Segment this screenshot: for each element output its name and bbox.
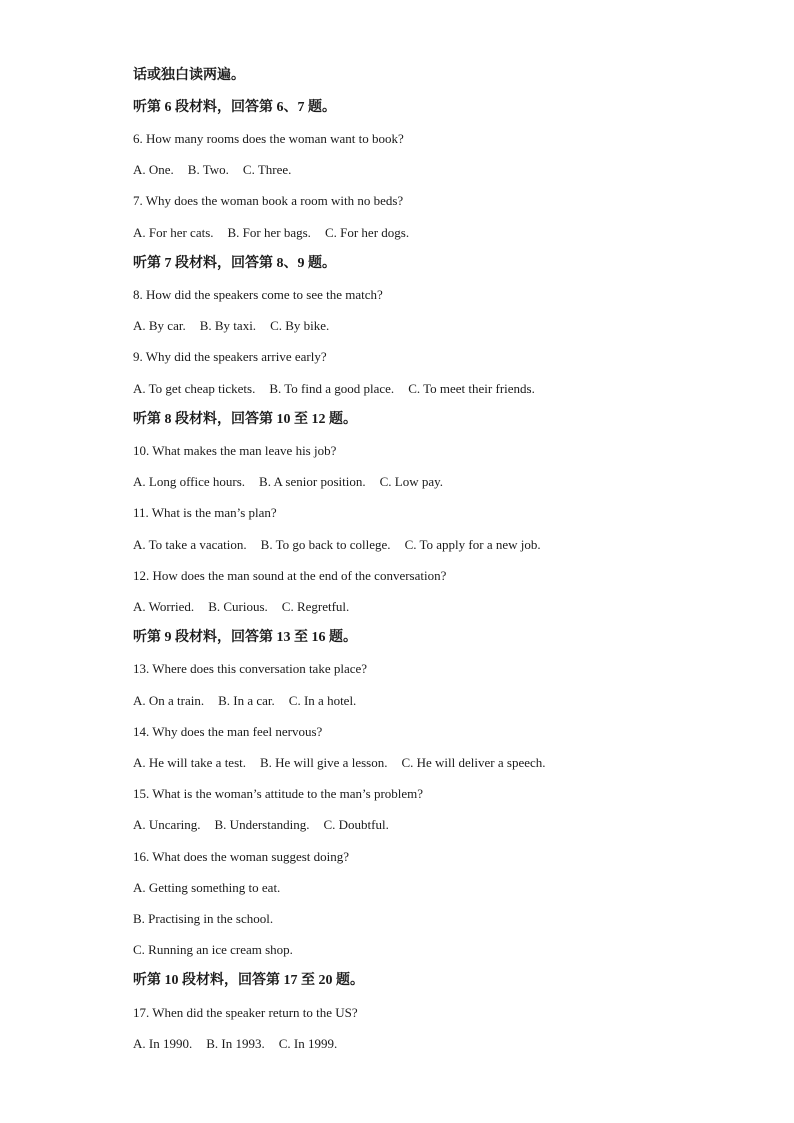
answer-option: B. A senior position. (259, 474, 366, 489)
answer-option: C. Low pay. (379, 474, 444, 489)
answer-option: C. Three. (242, 162, 292, 177)
answer-options (133, 381, 549, 397)
answer-options (133, 755, 560, 771)
section-heading: 话或独白读两遍。 (133, 68, 245, 83)
section-heading: 听第 10 段材料，回答第 17 至 20 题。 (133, 973, 364, 988)
answer-option: C. Doubtful. (323, 817, 389, 832)
answer-option: B. Practising in the school. (133, 911, 274, 926)
answer-options (133, 537, 555, 553)
answer-options (133, 162, 305, 178)
answer-option: A. To take a vacation. (133, 537, 247, 552)
answer-option: A. To get cheap tickets. (133, 381, 256, 396)
question-text: 16. What does the woman suggest doing? (133, 849, 350, 864)
answer-options (133, 474, 457, 490)
answer-option: C. Regretful. (281, 599, 350, 614)
answer-option: C. Running an ice cream shop. (133, 942, 293, 957)
answer-options (133, 911, 287, 927)
answer-option: A. Worried. (133, 599, 195, 614)
answer-option: B. By taxi. (199, 318, 257, 333)
answer-option: A. On a train. (133, 693, 205, 708)
answer-option: B. Curious. (208, 599, 268, 614)
answer-option: B. Two. (187, 162, 229, 177)
question-text: 14. Why does the man feel nervous? (133, 724, 323, 739)
section-heading: 听第 8 段材料，回答第 10 至 12 题。 (133, 412, 357, 427)
answer-option: B. To go back to college. (260, 537, 391, 552)
answer-option: B. Understanding. (214, 817, 310, 832)
answer-option: A. Uncaring. (133, 817, 201, 832)
answer-options (133, 225, 423, 241)
answer-option: C. For her dogs. (324, 225, 410, 240)
answer-options (133, 693, 370, 709)
question-text: 15. What is the woman’s attitude to the man’s problem? (133, 786, 424, 801)
answer-option: A. Long office hours. (133, 474, 246, 489)
answer-options (133, 599, 363, 615)
answer-options (133, 880, 294, 896)
answer-options (133, 318, 343, 334)
answer-option: B. In a car. (218, 693, 275, 708)
question-text: 6. How many rooms does the woman want to book? (133, 131, 404, 146)
answer-option: C. To meet their friends. (408, 381, 535, 396)
answer-option: C. By bike. (270, 318, 330, 333)
answer-option: B. For her bags. (227, 225, 311, 240)
answer-option: A. In 1990. (133, 1036, 193, 1051)
answer-option: A. One. (133, 162, 174, 177)
answer-option: A. He will take a test. (133, 755, 246, 770)
answer-option: B. In 1993. (206, 1036, 265, 1051)
answer-options (133, 942, 307, 958)
answer-option: A. Getting something to eat. (133, 880, 281, 895)
question-text: 17. When did the speaker return to the US? (133, 1005, 358, 1020)
answer-option: A. By car. (133, 318, 186, 333)
answer-options (133, 1036, 351, 1052)
answer-option: C. To apply for a new job. (404, 537, 541, 552)
section-heading: 听第 9 段材料，回答第 13 至 16 题。 (133, 630, 357, 645)
question-text: 7. Why does the woman book a room with no beds? (133, 193, 404, 208)
question-text: 10. What makes the man leave his job? (133, 443, 337, 458)
answer-option: C. In 1999. (278, 1036, 338, 1051)
answer-option: B. He will give a lesson. (260, 755, 388, 770)
answer-option: A. For her cats. (133, 225, 214, 240)
question-text: 8. How did the speakers come to see the match? (133, 287, 383, 302)
section-heading: 听第 6 段材料，回答第 6、7 题。 (133, 100, 336, 115)
answer-option: B. To find a good place. (269, 381, 395, 396)
answer-option: C. He will deliver a speech. (401, 755, 546, 770)
section-heading: 听第 7 段材料，回答第 8、9 题。 (133, 256, 336, 271)
question-text: 13. Where does this conversation take place? (133, 661, 368, 676)
answer-options (133, 817, 403, 833)
question-text: 12. How does the man sound at the end of the conversation? (133, 568, 447, 583)
question-text: 9. Why did the speakers arrive early? (133, 349, 327, 364)
question-text: 11. What is the man’s plan? (133, 505, 277, 520)
answer-option: C. In a hotel. (288, 693, 357, 708)
